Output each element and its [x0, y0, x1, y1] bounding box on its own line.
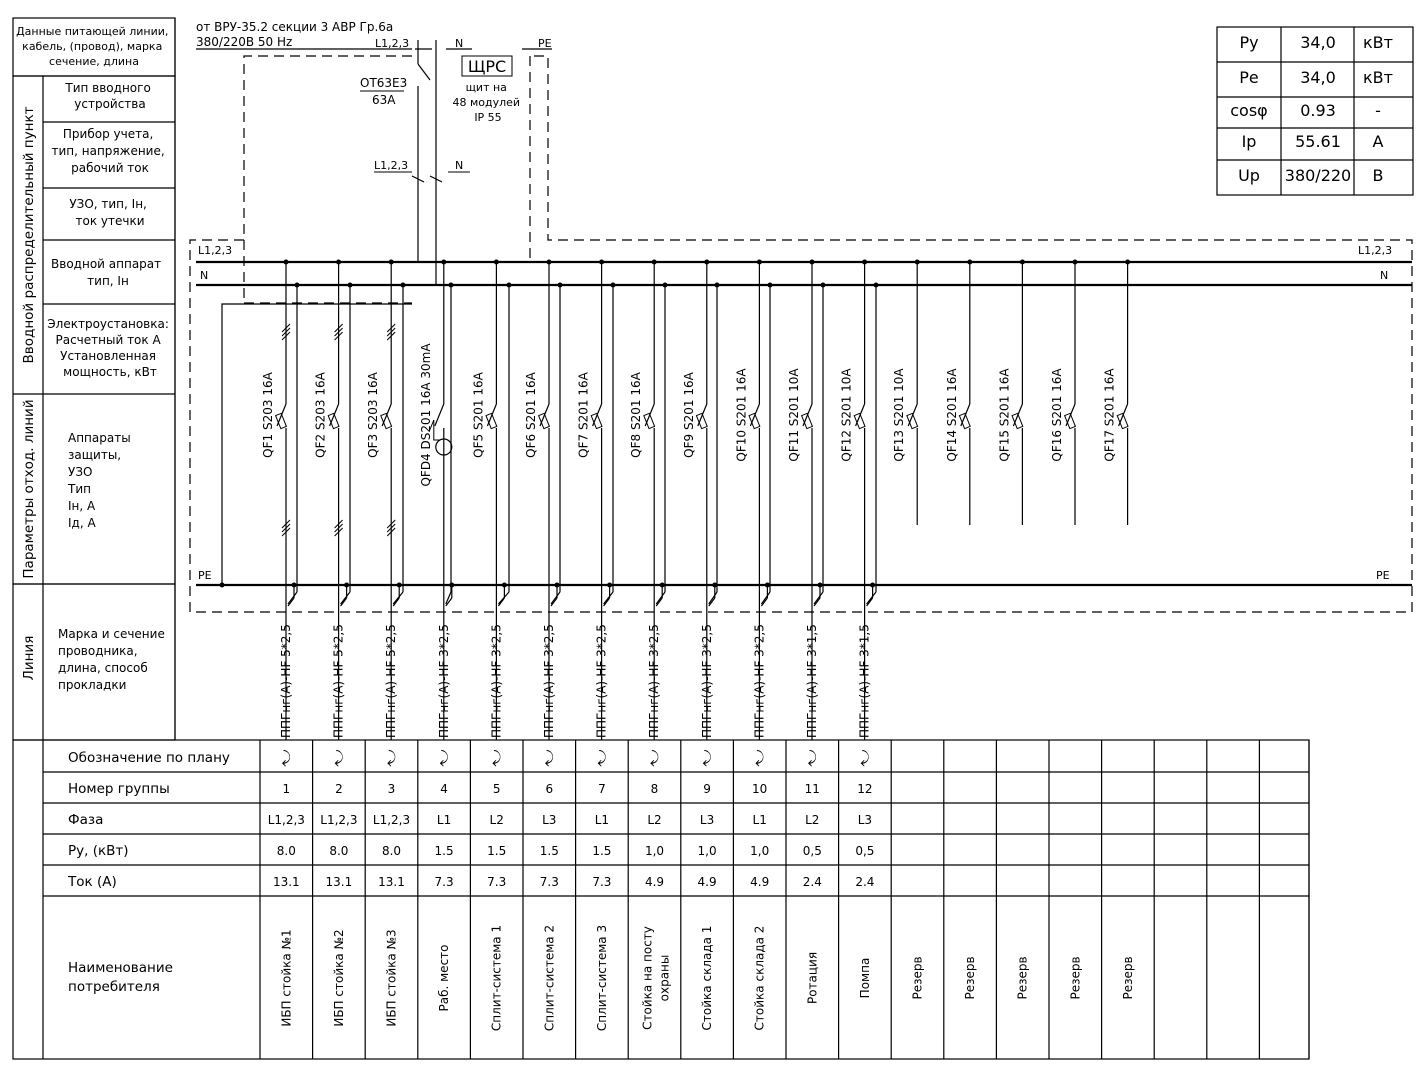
circuit-16: [1050, 260, 1078, 526]
circuit-7: [577, 260, 616, 741]
current-value: 13.1: [272, 875, 300, 889]
table-column-1: [268, 748, 305, 1027]
table-column-12: [855, 748, 874, 998]
circuit-5: [471, 260, 511, 741]
main-switch-model: OT63E3: [360, 76, 408, 90]
consumer-name: Сплит-система 3: [594, 924, 609, 1032]
power-value: 8.0: [276, 844, 296, 858]
breaker-label-10: QF10 S201 16A: [734, 368, 749, 462]
phase-value: L2: [805, 813, 820, 827]
circuit-14: [945, 260, 973, 526]
summary-value-1: 34,0: [1300, 33, 1336, 52]
consumer-name: Резерв: [1068, 956, 1083, 1000]
breaker-label-17: QF17 S201 16A: [1102, 368, 1117, 462]
table-column-5: [487, 748, 506, 1031]
breaker-label-7: QF7 S201 16A: [576, 372, 591, 458]
breaker-label-3: QF3 S203 16A: [366, 372, 381, 458]
outgoing-circuits: [261, 260, 1130, 741]
wiring-label: Марка и сечение проводника, длина, способ прокладки: [58, 627, 165, 692]
power-value: 1.5: [592, 844, 612, 858]
vertical-label-line: Линия: [21, 635, 37, 681]
schedule-table: [13, 740, 1309, 1059]
cable-label-8: ППГнг(А)-HF 3*2,5: [647, 624, 662, 738]
group-number: 1: [282, 782, 291, 796]
cable-label-9: ППГнг(А)-HF 3*2,5: [699, 624, 714, 738]
bus-n-left-label: N: [200, 269, 209, 282]
plan-symbol-icon: ⤸: [334, 748, 344, 767]
phase-value: L2: [489, 813, 504, 827]
consumer-name: Стойка склада 1: [700, 925, 715, 1031]
plan-symbol-icon: ⤸: [439, 748, 449, 767]
plan-symbol-icon: ⤸: [702, 748, 712, 767]
feed-n-label: N: [455, 37, 464, 50]
current-value: 4.9: [644, 875, 665, 889]
input-breaker-label: Вводной аппарат тип, Iн: [51, 257, 162, 288]
table-column-4: [435, 748, 454, 1011]
cable-label-10: ППГнг(А)-HF 3*2,5: [752, 624, 767, 738]
row-label-current: Ток (А): [68, 874, 117, 890]
breaker-label-12: QF12 S201 10A: [839, 368, 854, 462]
phase-value: L1,2,3: [320, 813, 358, 827]
breaker-label-2: QF2 S203 16A: [313, 372, 328, 458]
phase-value: L1: [436, 813, 452, 827]
group-number: 7: [598, 782, 606, 796]
phase-value: L3: [699, 813, 715, 827]
rcd-label: УЗО, тип, Iн, ток утечки: [69, 197, 147, 228]
table-column-13: [911, 956, 925, 999]
phase-value: L3: [857, 813, 873, 827]
vertical-label-outgoing-params: Параметры отход. линий: [21, 399, 37, 579]
plan-symbol-icon: ⤸: [491, 748, 502, 767]
current-value: 13.1: [378, 875, 405, 889]
circuit-1: [261, 260, 300, 741]
power-value: 1,0: [750, 844, 770, 858]
circuit-11: [787, 260, 826, 741]
group-number: 10: [752, 782, 768, 796]
phase-value: L2: [647, 813, 662, 827]
current-value: 2.4: [855, 875, 875, 889]
summary-table: [1217, 27, 1413, 195]
summary-value-2: 34,0: [1300, 68, 1336, 87]
panel-desc: щит на 48 модулей IP 55: [452, 81, 521, 124]
current-value: 7.3: [539, 875, 559, 889]
circuit-2: [314, 260, 353, 741]
row-label-group: Номер группы: [68, 781, 170, 797]
panel-name: ЩРС: [467, 57, 507, 76]
table-column-16: [1068, 956, 1082, 999]
plan-symbol-icon: ⤸: [597, 748, 607, 767]
breaker-label-4: QFD4 DS201 16A 30mA: [418, 343, 433, 487]
circuit-9: [682, 260, 720, 741]
consumer-name: Резерв: [910, 956, 925, 1000]
consumer-name: Помпа: [857, 957, 872, 999]
phase-value: L1: [752, 813, 767, 827]
summary-unit-3: -: [1375, 101, 1381, 120]
circuit-17: [1103, 260, 1131, 526]
row-label-phase: Фаза: [68, 812, 104, 828]
current-value: 7.3: [434, 875, 454, 889]
summary-unit-5: B: [1372, 166, 1384, 185]
table-column-6: [540, 748, 559, 1031]
power-value: 1,0: [644, 844, 665, 858]
breaker-label-6: QF6 S201 16A: [524, 372, 538, 458]
vertical-label-input-point: Вводной распределительный пункт: [21, 106, 37, 364]
phase-value: L1: [594, 813, 610, 827]
cable-label-7: ППГнг(А)-HF 3*2,5: [594, 624, 609, 738]
phase-value: L1,2,3: [372, 813, 411, 827]
summary-value-3: 0.93: [1300, 101, 1336, 120]
panel-box: [190, 40, 1412, 612]
consumer-name: Ротация: [805, 951, 820, 1005]
bus-l123-left-label: L1,2,3: [198, 244, 233, 257]
main-switch-rating: 63A: [372, 93, 396, 107]
power-value: 8.0: [329, 844, 349, 858]
table-column-14: [963, 956, 977, 999]
cable-label-1: ППГнг(А)-HF 5*2,5: [279, 624, 293, 738]
group-number: 12: [857, 782, 873, 796]
power-value: 1,0: [697, 844, 717, 858]
table-column-10: [750, 748, 769, 1030]
cable-label-11: ППГнг(А)-HF 3*1,5: [805, 624, 819, 738]
inner-l123-label: L1,2,3: [374, 159, 409, 172]
circuit-8: [629, 260, 667, 741]
power-value: 0,5: [802, 844, 822, 858]
cable-label-4: ППГнг(А)-HF 3*2,5: [436, 624, 451, 738]
cable-label-2: ППГнг(А)-HF 5*2,5: [331, 624, 346, 738]
bus-pe-right-label: PE: [1376, 569, 1390, 582]
summary-value-4: 55.61: [1295, 132, 1341, 151]
group-number: 8: [650, 782, 659, 796]
plan-symbol-icon: ⤸: [860, 748, 870, 767]
current-value: 4.9: [750, 875, 770, 889]
row-label-power: Ру, (кВт): [68, 843, 129, 859]
circuit-10: [734, 260, 772, 741]
consumer-name: Раб. место: [437, 944, 452, 1012]
consumer-name: Сплит-система 1: [489, 924, 504, 1032]
table-column-2: [320, 748, 357, 1027]
consumer-name: ИБП стойка №2: [331, 929, 346, 1027]
plan-symbol-icon: ⤸: [807, 748, 818, 767]
power-value: 0,5: [855, 844, 875, 858]
installation-label: Электроустановка: Расчетный ток А Установленная мощность, кВт: [47, 317, 169, 379]
plan-symbol-icon: ⤸: [754, 748, 765, 767]
circuit-6: [524, 260, 563, 741]
meter-label: Прибор учета, тип, напряжение, рабочий ток: [51, 127, 165, 175]
table-column-3: [373, 748, 410, 1027]
feed-source-text: от ВРУ-35.2 секции 3 АВР Гр.6а: [196, 20, 394, 34]
breaker-label-1: QF1 S203 16A: [261, 372, 275, 458]
summary-label-4: Iр: [1241, 132, 1257, 151]
consumer-name: Стойка склада 2: [752, 925, 767, 1031]
group-number: 6: [545, 782, 554, 796]
breaker-label-16: QF16 S201 16A: [1050, 368, 1064, 462]
consumer-name: Стойка на посту охраны: [640, 926, 672, 1030]
feed-voltage-text: 380/220В 50 Hz: [196, 35, 293, 49]
current-value: 2.4: [802, 875, 822, 889]
summary-label-2: Рe: [1239, 68, 1259, 87]
cable-label-12: ППГнг(А)-HF 3*1,5: [857, 624, 872, 738]
summary-unit-4: A: [1372, 132, 1384, 151]
cable-label-6: ППГнг(А)-HF 3*2,5: [542, 624, 556, 738]
group-number: 5: [492, 782, 501, 796]
table-column-9: [698, 748, 717, 1030]
summary-value-5: 380/220: [1284, 166, 1352, 185]
circuit-4: [419, 260, 455, 741]
group-number: 2: [335, 782, 343, 796]
circuit-3: [366, 260, 405, 741]
summary-label-5: Uр: [1238, 166, 1260, 185]
bus-pe-left-label: PE: [198, 569, 212, 582]
breaker-label-14: QF14 S201 16A: [944, 368, 959, 462]
breaker-label-8: QF8 S201 16A: [629, 372, 644, 458]
protection-label: Аппараты защиты, УЗО Тип Iн, А Iд, А: [68, 431, 131, 530]
main-switch-contact: [418, 64, 430, 80]
table-column-11: [803, 748, 822, 1004]
feed-l123-label: L1,2,3: [375, 37, 410, 50]
row-label-consumer: Наименование потребителя: [68, 960, 173, 995]
power-value: 1.5: [487, 844, 507, 858]
consumer-name: Резерв: [963, 956, 978, 1000]
table-column-15: [1016, 956, 1030, 999]
bus-l123-right-label: L1,2,3: [1358, 244, 1393, 257]
cable-label-3: ППГнг(А)-HF 5*2,5: [384, 624, 399, 738]
group-number: 9: [703, 782, 711, 796]
consumer-name: ИБП стойка №3: [384, 929, 399, 1027]
circuit-12: [840, 260, 879, 741]
consumer-name: Резерв: [1120, 956, 1135, 1000]
table-column-7: [592, 748, 611, 1031]
table-column-17: [1121, 956, 1135, 999]
summary-unit-2: кВт: [1363, 68, 1393, 87]
consumer-name: Резерв: [1015, 956, 1030, 1000]
inner-n-label: N: [455, 159, 464, 172]
breaker-label-13: QF13 S201 10A: [892, 368, 907, 462]
group-number: 4: [440, 782, 448, 796]
plan-symbol-icon: ⤸: [649, 748, 660, 767]
breaker-label-15: QF15 S201 16A: [997, 368, 1012, 462]
summary-label-3: cosφ: [1230, 101, 1268, 120]
bus-n-right-label: N: [1380, 269, 1389, 282]
breaker-label-9: QF9 S201 16A: [681, 372, 696, 458]
feed-info: [196, 20, 552, 50]
consumer-name: Сплит-система 2: [542, 924, 557, 1032]
row-label-plan: Обозначение по плану: [68, 750, 230, 766]
current-value: 7.3: [592, 875, 612, 889]
left-label-column: [13, 18, 175, 740]
current-value: 13.1: [325, 875, 353, 889]
current-value: 4.9: [697, 875, 717, 889]
power-value: 1.5: [434, 844, 454, 858]
breaker-label-5: QF5 S201 16A: [471, 372, 486, 458]
circuit-13: [892, 260, 920, 526]
cable-label-5: ППГнг(А)-HF 3*2,5: [489, 624, 504, 738]
table-column-8: [641, 748, 672, 1030]
phase-value: L1,2,3: [267, 813, 305, 827]
feed-desc-label: Данные питающей линии, кабель, (провод), марка сечение, длина: [16, 25, 169, 68]
breaker-contact: [435, 404, 444, 426]
current-value: 7.3: [487, 875, 507, 889]
power-value: 1.5: [539, 844, 559, 858]
plan-symbol-icon: ⤸: [281, 748, 292, 767]
circuit-15: [997, 260, 1025, 526]
power-value: 8.0: [381, 844, 402, 858]
feed-pe-label: PE: [538, 37, 552, 50]
summary-unit-1: кВт: [1363, 33, 1393, 52]
breaker-label-11: QF11 S201 10A: [787, 368, 801, 462]
phase-value: L3: [542, 813, 557, 827]
consumer-name: ИБП стойка №1: [279, 929, 294, 1027]
summary-label-1: Ру: [1239, 33, 1259, 52]
group-number: 11: [804, 782, 820, 796]
plan-symbol-icon: ⤸: [544, 748, 555, 767]
input-type-label: Тип вводного устройства: [65, 81, 151, 111]
group-number: 3: [387, 782, 396, 796]
plan-symbol-icon: ⤸: [386, 748, 397, 767]
